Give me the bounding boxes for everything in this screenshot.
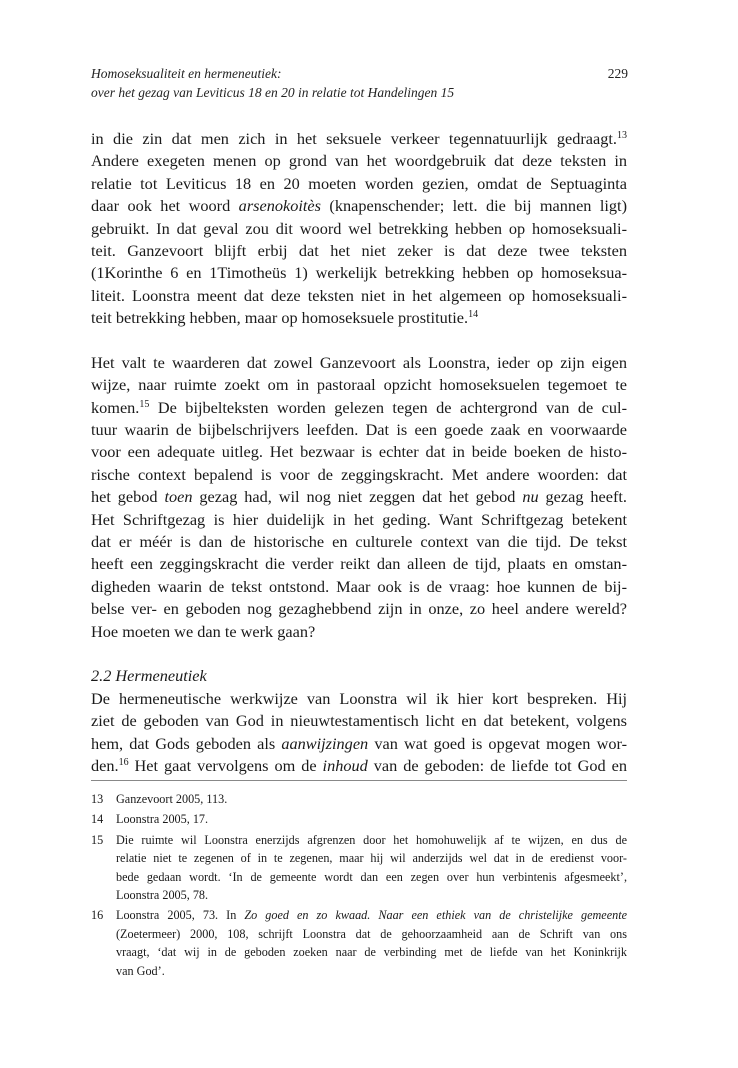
footnote-number: 16 xyxy=(91,908,104,923)
text-line: De hermeneutische werkwijze van Loonstra wil ik hier kort bespreken. Hij xyxy=(91,688,627,708)
section-heading: 2.2 Hermeneutiek xyxy=(91,666,207,686)
running-head xyxy=(91,64,627,102)
text-line: ziet de geboden van God in nieuwtestamentisch licht en dat betekent, volgens xyxy=(91,711,627,731)
text-line: heeft een zeggingskracht die verder reikt dan alleen de tijd, plaats en omstan- xyxy=(91,554,627,574)
footnote-divider xyxy=(91,780,627,781)
text-line: daar ook het woord arsenokoitès (knapenschender; lett. die bij mannen ligt) xyxy=(91,196,628,216)
footnote-16 xyxy=(91,906,627,980)
text-line: (1Korinthe 6 en 1Timotheüs 1) werkelijk betrekking hebben op homoseksua- xyxy=(91,263,627,283)
text-line: liteit. Loonstra meent dat deze teksten niet in het algemeen op homoseksuali- xyxy=(91,285,627,305)
footnote-ref-14[interactable]: 14 xyxy=(468,309,479,321)
footnote-text: vraagt, ‘dat wij in de geboden zoeken naar de verbinding met de liefde van het Koninkrijk xyxy=(116,945,627,960)
text-line: Het Schriftgezag is hier duidelijk in het geding. Want Schriftgezag betekent xyxy=(91,509,627,529)
text-line: Andere exegeten menen op grond van het woordgebruik dat deze teksten in xyxy=(91,151,627,171)
footnote-14 xyxy=(91,810,627,828)
text-line: Het valt te waarderen dat zowel Ganzevoort als Loonstra, ieder op zijn eigen xyxy=(91,352,627,372)
footnote-text: Loonstra 2005, 17. xyxy=(116,812,209,827)
footnote-text: (Zoetermeer) 2000, 108, schrijft Loonstra dat de gehoorzaamheid aan de Schrift van ons xyxy=(116,926,627,941)
footnote-text: Loonstra 2005, 73. In Zo goed en zo kwaad. Naar een ethiek van de christelijke gemeente xyxy=(116,908,627,923)
footnote-number: 14 xyxy=(91,812,104,827)
footnote-text: Loonstra 2005, 78. xyxy=(116,887,209,902)
text-line: voor een adequate uitleg. Het bezwaar is echter dat in beide boeken de histo- xyxy=(91,442,627,462)
footnotes xyxy=(91,790,627,982)
text-line: in die zin dat men zich in het seksuele verkeer tegennatuurlijk gedraagt.$^{13}$ xyxy=(91,129,627,148)
footnote-ref-16[interactable]: 16 xyxy=(118,756,129,768)
footnote-number: 15 xyxy=(91,832,104,847)
text-line: den.$^{16}$ Het gaat vervolgens om de inhoud van de geboden: de liefde tot God en xyxy=(91,755,628,775)
emphasis: nu xyxy=(522,487,539,507)
footnote-number: 13 xyxy=(91,792,104,806)
text-line: relatie tot Leviticus 18 en 20 moeten worden gezien, omdat de Septuaginta xyxy=(91,173,627,193)
footnote-text: relatie niet te zegenen of in te zegenen, maar hij wil anderzijds wel dat in de eredienst voor- xyxy=(116,851,627,866)
running-title-line-1: Homoseksualiteit en hermeneutiek: xyxy=(91,66,282,81)
footnote-15 xyxy=(91,831,627,905)
paragraph-1 xyxy=(91,128,627,330)
emphasis: aanwijzingen xyxy=(281,733,369,753)
footnote-text: bede gedaan wordt. ‘In de gemeente wordt dan een zegen over hun verbintenis afgesmeekt’, xyxy=(116,869,627,884)
footnote-ref-15[interactable]: 15 xyxy=(139,398,150,410)
text-line: wijze, naar ruimte zoekt om in pastoraal opzicht homoseksuelen tegemoet te xyxy=(91,375,627,395)
book-title: Zo goed en zo kwaad. Naar een ethiek van de christelijke gemeente xyxy=(244,908,627,923)
text-line: het gebod toen gezag had, wil nog niet zeggen dat het gebod nu gezag heeft. xyxy=(91,487,627,507)
text-line: komen.$^{15}$ De bijbelteksten worden gelezen tegen de achtergrond van de cul- xyxy=(91,397,627,417)
page-number: 229 xyxy=(607,66,628,81)
text-line: Hoe moeten we dan te werk gaan? xyxy=(91,621,316,641)
footnote-13 xyxy=(91,790,627,808)
footnote-text: Ganzevoort 2005, 113. xyxy=(116,792,228,806)
footnote-ref-13[interactable]: 13 xyxy=(617,130,627,141)
paragraph-gap xyxy=(91,330,627,352)
text-line: tuur waarin de bijbelschrijvers leefden. Dat is een goede zaak en voorwaarde xyxy=(91,420,627,440)
text-line: gebruikt. In dat geval zou dit woord wel betrekking hebben op homoseksuali- xyxy=(91,218,627,238)
emphasis: inhoud xyxy=(322,755,368,775)
text-line: teit betrekking hebben, maar op homoseksuele prostitutie.$^{14}$ xyxy=(91,308,479,328)
footnote-text: van God’. xyxy=(116,963,165,978)
text-line: belse ver- en geboden nog gezaghebbend zijn in onze, zo heel andere wereld? xyxy=(91,599,627,619)
emphasis: toen xyxy=(164,487,193,507)
text-line: dat er méér is dan de historische en culturele context van die tijd. De tekst xyxy=(91,532,627,552)
paragraph-3 xyxy=(91,688,627,778)
paragraph-gap xyxy=(91,643,627,665)
text-line: teit. Ganzevoort blijft erbij dat het niet zeker is dat deze twee teksten xyxy=(91,240,627,260)
text-line: digheden waarin de tekst ontstond. Maar ook is de vraag: hoe kunnen de bij- xyxy=(91,576,627,596)
text-line: rische context bepalend is voor de zeggingskracht. Met andere woorden: dat xyxy=(91,464,627,484)
paragraph-2 xyxy=(91,352,627,643)
body-text xyxy=(91,128,627,777)
text-line: hem, dat Gods geboden als aanwijzingen van wat goed is opgevat mogen wor- xyxy=(91,733,627,753)
running-title-line-2: over het gezag van Leviticus 18 en 20 in relatie tot Handelingen 15 xyxy=(91,85,455,100)
footnote-text: Die ruimte wil Loonstra enerzijds afgrenzen door het homohuwelijk af te wijzen, en dus de xyxy=(116,832,627,847)
emphasis: arsenokoitès xyxy=(238,196,321,216)
